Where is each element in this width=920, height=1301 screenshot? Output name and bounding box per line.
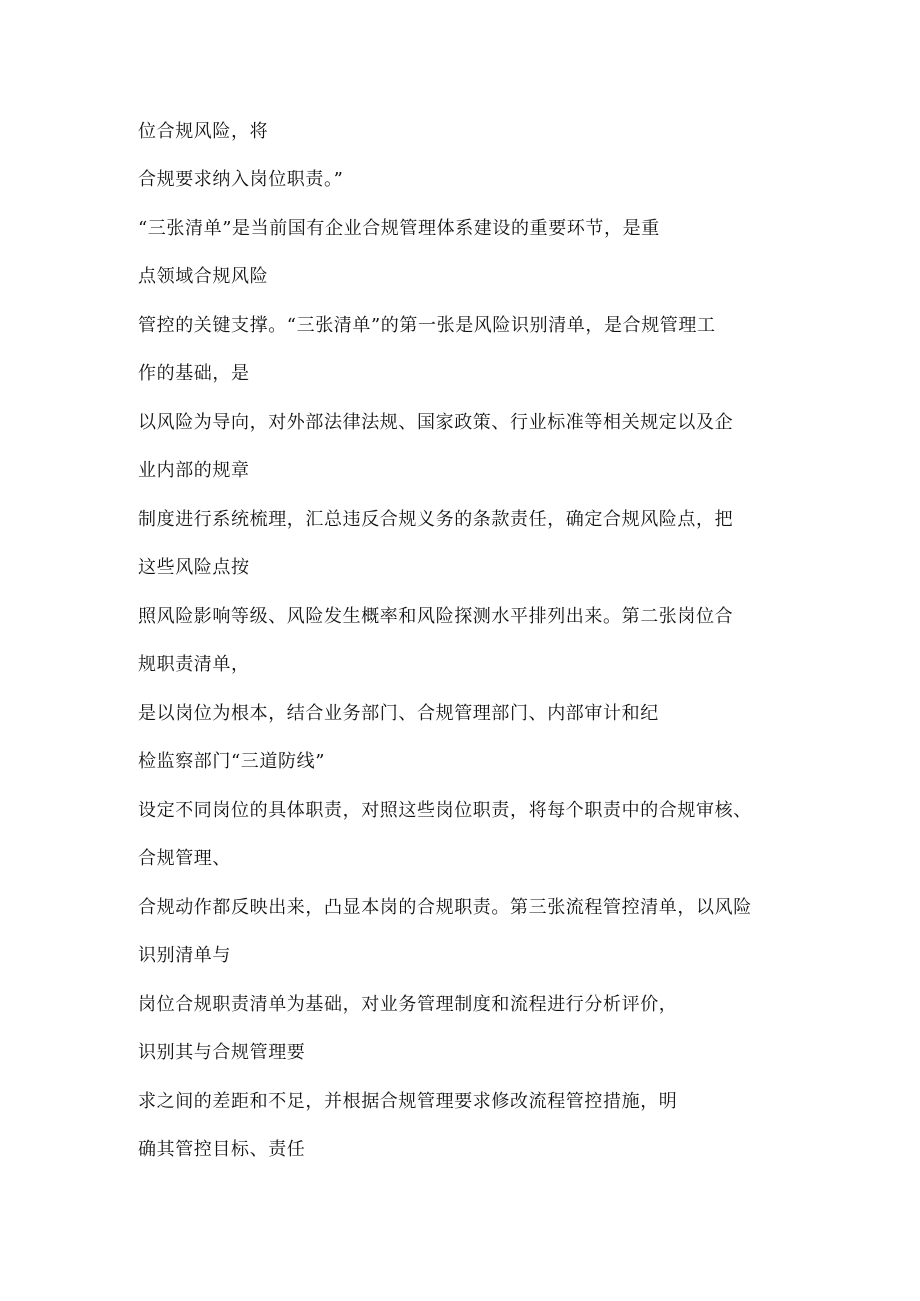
paragraph-line: 以风险为导向，对外部法律法规、国家政策、行业标准等相关规定以及企 [138,412,734,433]
paragraph-line: 合规要求纳入岗位职责。” [138,169,344,190]
paragraph-line: 这些风险点按 [138,557,250,578]
paragraph-line: 是以岗位为根本，结合业务部门、合规管理部门、内部审计和纪 [138,703,659,724]
paragraph-line: 管控的关键支撑。“三张清单”的第一张是风险识别清单，是合规管理工 [138,315,716,336]
paragraph-line: 求之间的差距和不足，并根据合规管理要求修改流程管控措施，明 [138,1091,678,1112]
paragraph-line: 规职责清单， [138,654,250,675]
paragraph-line: 识别其与合规管理要 [138,1042,306,1063]
paragraph-line: 合规管理、 [138,848,231,869]
paragraph-line: 识别清单与 [138,945,231,966]
paragraph-line: 制度进行系统梳理，汇总违反合规义务的条款责任，确定合规风险点，把 [138,509,734,530]
paragraph-line: 点领域合规风险 [138,266,269,287]
paragraph-line: 业内部的规章 [138,460,250,481]
paragraph-line: 设定不同岗位的具体职责，对照这些岗位职责，将每个职责中的合规审核、 [138,800,752,821]
paragraph-line: “三张清单”是当前国有企业合规管理体系建设的重要环节，是重 [138,218,660,239]
paragraph-line: 照风险影响等级、风险发生概率和风险探测水平排列出来。第二张岗位合 [138,606,734,627]
paragraph-line: 位合规风险，将 [138,121,269,142]
paragraph-line: 检监察部门“三道防线” [138,751,326,772]
paragraph-line: 合规动作都反映出来，凸显本岗的合规职责。第三张流程管控清单，以风险 [138,897,752,918]
paragraph-line: 作的基础，是 [138,363,250,384]
paragraph-line: 岗位合规职责清单为基础，对业务管理制度和流程进行分析评价， [138,994,678,1015]
paragraph-line: 确其管控目标、责任 [138,1139,306,1160]
